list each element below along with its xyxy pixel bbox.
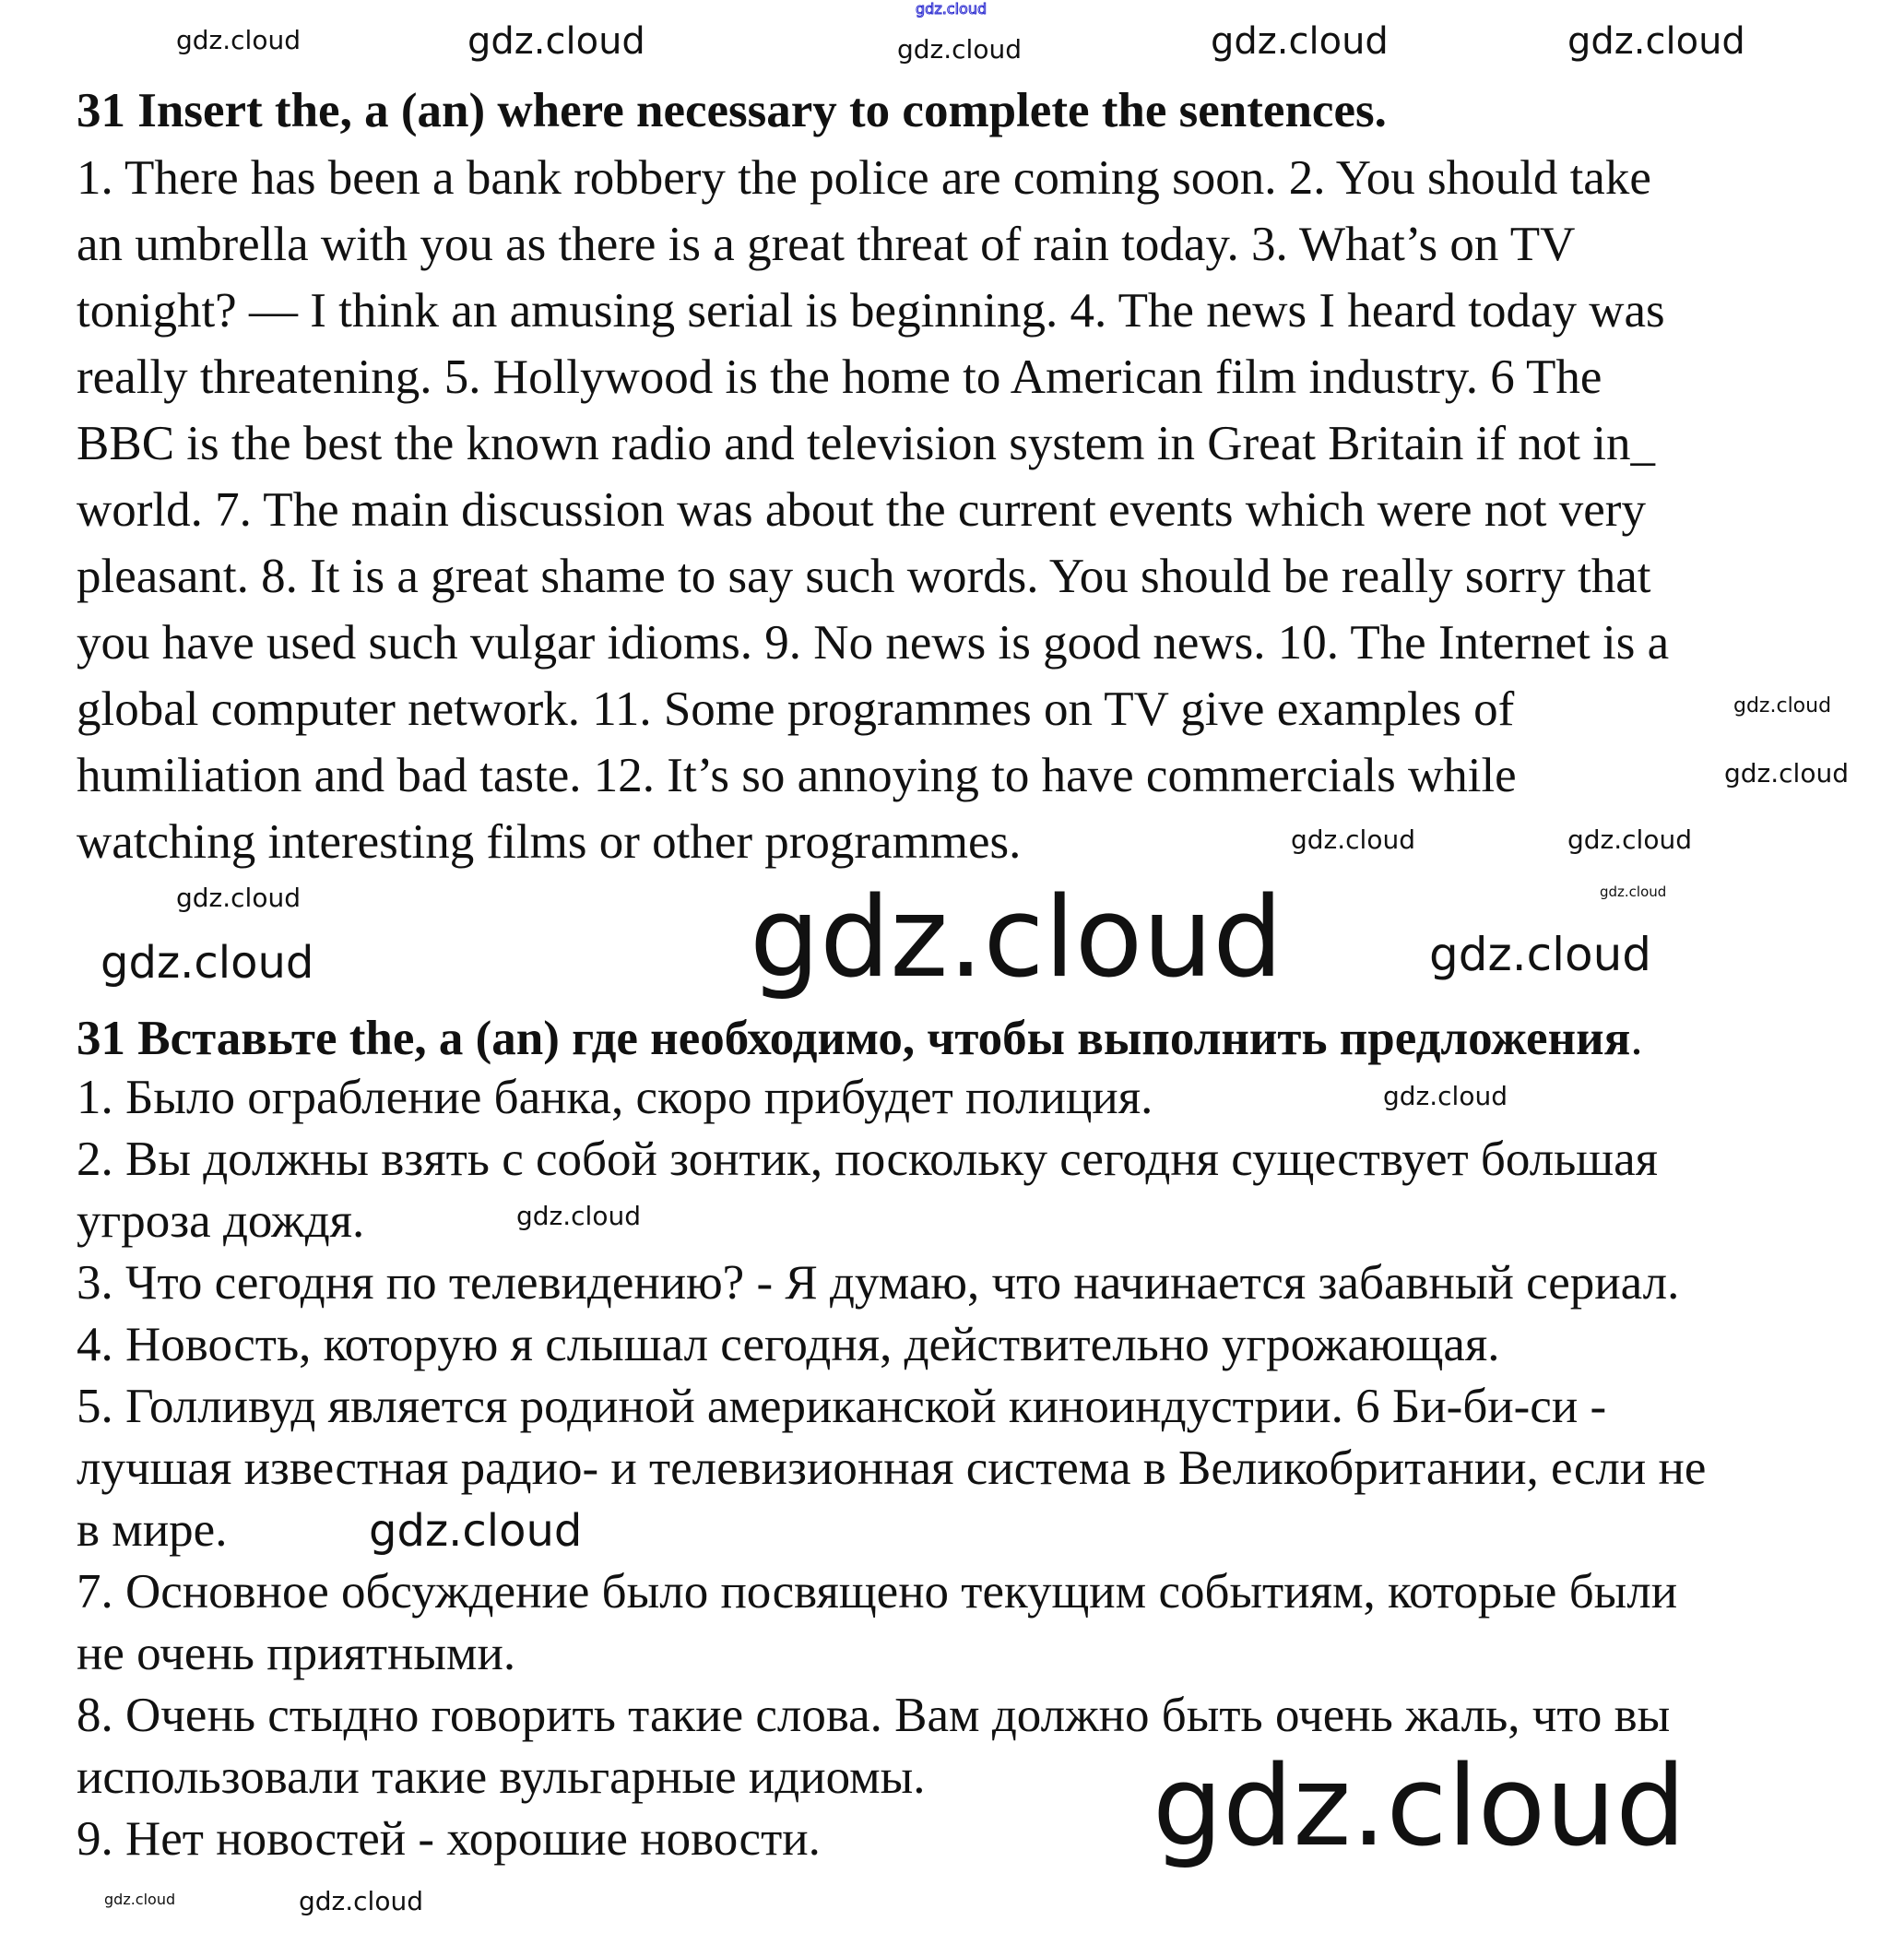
text-line: не очень приятными. [77,1627,516,1680]
watermark: gdz.cloud [1567,824,1692,855]
watermark: gdz.cloud [516,1201,641,1231]
watermark: gdz.cloud [1211,20,1389,63]
exercise-title-en: 31 Insert the, a (an) where necessary to complete the sentences. [77,84,1387,137]
text-line: 9. Нет новостей - хорошие новости. [77,1812,821,1866]
text-line: использовали такие вульгарные идиомы. [77,1750,926,1804]
text-line: в мире. [77,1503,228,1557]
watermark: gdz.cloud [104,1891,176,1908]
watermark: gdz.cloud [1724,758,1849,789]
text-line: world. 7. The main discussion was about the current events which were not very [77,483,1646,537]
text-line: угроза дождя. [77,1194,365,1248]
text-line: you have used such vulgar idioms. 9. No news is good news. 10. The Internet is a [77,616,1670,670]
watermark: gdz.cloud [176,25,301,55]
text-line: 1. Было ограбление банка, скоро прибудет полиция. [77,1071,1153,1124]
text-line: 5. Голливуд является родиной американской киноиндустрии. 6 Би-би-си - [77,1380,1607,1433]
watermark: gdz.cloud [1383,1081,1508,1111]
text-line: watching interesting films or other programmes. [77,815,1022,869]
text-line: BBC is the best the known radio and television system in Great Britain if not in_ [77,417,1655,470]
text-line: humiliation and bad taste. 12. It’s so annoying to have commercials while [77,749,1517,802]
text-line: pleasant. 8. It is a great shame to say such words. You should be really sorry that [77,550,1651,603]
watermark: gdz.cloud [1567,20,1745,63]
text-line: an umbrella with you as there is a great threat of rain today. 3. What’s on TV [77,218,1576,271]
watermark: gdz.cloud [1153,1743,1686,1871]
watermark: gdz.cloud [1291,824,1415,855]
text-line: лучшая известная радио- и телевизионная система в Великобритании, если не [77,1441,1707,1495]
text-line: 1. There has been a bank robbery the police are coming soon. 2. You should take [77,151,1651,205]
text-line: 8. Очень стыдно говорить такие слова. Вам должно быть очень жаль, что вы [77,1689,1671,1742]
watermark: gdz.cloud [897,34,1022,65]
watermark: gdz.cloud [467,20,645,63]
text-line: 7. Основное обсуждение было посвящено текущим событиям, которые были [77,1565,1678,1619]
text-line: tonight? — I think an amusing serial is beginning. 4. The news I heard today was [77,284,1665,338]
watermark: gdz.cloud [750,874,1283,1002]
text-line: 4. Новость, которую я слышал сегодня, действительно угрожающая. [77,1318,1500,1371]
exercise-title-ru [77,1005,1643,1072]
text-line: 2. Вы должны взять с собой зонтик, поскольку сегодня существует большая [77,1133,1659,1186]
title-period: . [1630,1012,1643,1065]
title-text: 31 Вставьте the, a (an) где необходимо, чтобы выполнить предложения [77,1012,1631,1065]
watermark: gdz.cloud [916,0,987,18]
text-line: really threatening. 5. Hollywood is the home to American film industry. 6 The [77,350,1602,404]
watermark: gdz.cloud [176,883,301,913]
watermark: gdz.cloud [1733,694,1832,717]
watermark: gdz.cloud [101,937,314,989]
watermark: gdz.cloud [1429,928,1652,981]
watermark: gdz.cloud [369,1505,583,1557]
text-line: 3. Что сегодня по телевидению? - Я думаю, что начинается забавный сериал. [77,1256,1680,1310]
watermark: gdz.cloud [1600,883,1667,900]
watermark: gdz.cloud [299,1886,423,1916]
text-line: global computer network. 11. Some programmes on TV give examples of [77,682,1515,736]
